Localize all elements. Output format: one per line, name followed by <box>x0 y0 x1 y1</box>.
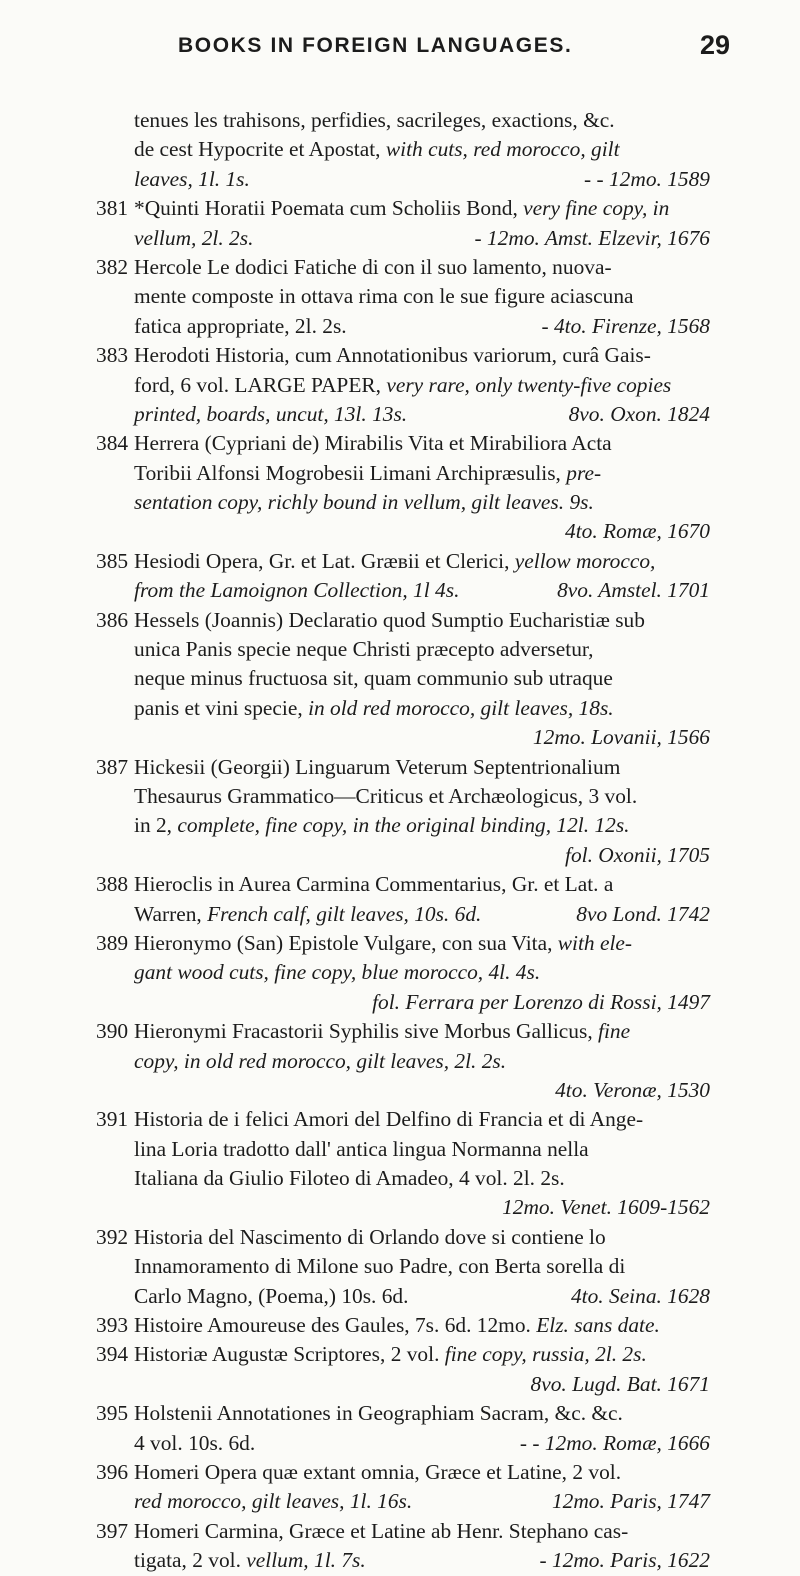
entry-text <box>134 1047 506 1076</box>
imprint-text: - - 12mo. 1589 <box>584 166 710 191</box>
entry-italic-text: fine <box>598 1019 631 1044</box>
catalogue-continuation-line <box>0 958 800 987</box>
entry-italic-text: French calf, gilt leaves, 10s. 6d. <box>207 901 482 926</box>
entry-roman-text: Herodoti Historia, cum Annotationibus variorum, curâ Gais- <box>134 343 651 368</box>
entry-roman-text: mente composte in ottava rima con le sue figure aciascuna <box>134 284 634 309</box>
lot-number: 388 <box>96 872 129 897</box>
imprint-text: 12mo. Venet. 1609-1562 <box>502 1195 710 1220</box>
catalogue-entry-line <box>0 1311 800 1340</box>
catalogue-continuation-line <box>0 1047 800 1076</box>
imprint-column <box>134 400 710 429</box>
catalogue-continuation-line <box>0 488 800 517</box>
lot-number: 389 <box>96 930 129 955</box>
imprint-text: 4to. Seina. 1628 <box>570 1283 710 1308</box>
lot-number: 392 <box>96 1224 129 1249</box>
imprint-text: 8vo. Oxon. 1824 <box>568 401 710 426</box>
catalogue-continuation-line <box>0 635 800 664</box>
entry-text <box>134 1517 628 1546</box>
catalogue-continuation-line <box>0 517 800 546</box>
imprint-text: - 4to. Firenze, 1568 <box>541 313 710 338</box>
entry-roman-text: panis et vini specie, <box>134 695 309 720</box>
entry-roman-text: de cest Hypocrite et Apostat, <box>134 137 386 162</box>
entry-italic-text: Elz. sans date. <box>536 1313 660 1338</box>
imprint-column <box>134 900 710 929</box>
imprint-text: 12mo. Paris, 1747 <box>551 1489 710 1514</box>
entry-roman-text: ford, 6 vol. LARGE PAPER, <box>134 372 387 397</box>
entry-text <box>134 929 632 958</box>
entry-roman-text: fatica appropriate, 2l. 2s. <box>134 313 347 338</box>
catalogue-entry-line <box>0 1017 800 1046</box>
entry-italic-text: in old red morocco, gilt leaves, 18s. <box>308 695 614 720</box>
entry-roman-text: Innamoramento di Milone suo Padre, con Berta sorella di <box>134 1254 626 1279</box>
entry-text <box>134 488 594 517</box>
entry-italic-text: very rare, only twenty-five copies <box>386 372 672 397</box>
lot-number: 382 <box>96 254 129 279</box>
catalogue-entry-line <box>0 1399 800 1428</box>
catalogue-continuation-line <box>0 224 800 253</box>
catalogue-entry-line <box>0 194 800 223</box>
entry-roman-text: Warren, <box>134 901 208 926</box>
entry-text <box>134 459 601 488</box>
imprint-column <box>134 988 710 1017</box>
catalogue-entry-line <box>0 253 800 282</box>
catalogue-entry-line <box>0 1340 800 1369</box>
entry-text <box>134 664 613 693</box>
catalogue-continuation-line <box>0 723 800 752</box>
entry-roman-text: unica Panis specie neque Christi præcepto adversetur, <box>134 637 594 662</box>
lot-number: 387 <box>96 754 129 779</box>
catalogue-continuation-line <box>0 459 800 488</box>
entry-text <box>134 1399 623 1428</box>
entry-roman-text: Hickesii (Georgii) Linguarum Veterum Septentrionalium <box>134 754 621 779</box>
entry-roman-text: lina Loria tradotto dall' antica lingua Normanna nella <box>134 1136 589 1161</box>
entry-italic-text: from the Lamoignon Collection, 1l 4s. <box>134 578 460 603</box>
catalogue-continuation-line <box>0 1252 800 1281</box>
imprint-text: - 12mo. Amst. Elzevir, 1676 <box>474 225 710 250</box>
entry-roman-text: Homeri Carmina, Græce et Latine ab Henr. Stephano cas- <box>134 1518 629 1543</box>
entry-roman-text: Hieronymo (San) Epistole Vulgare, con sua Vita, <box>134 930 558 955</box>
imprint-column <box>134 224 710 253</box>
imprint-column <box>134 1487 710 1516</box>
catalogue-continuation-line <box>0 371 800 400</box>
imprint-column <box>134 517 710 546</box>
entry-text <box>134 635 594 664</box>
entry-roman-text: Historiæ Augustæ Scriptores, 2 vol. <box>134 1342 445 1367</box>
lot-number: 394 <box>96 1342 129 1367</box>
entry-italic-text: complete, fine copy, in the original binding, 12l. 12s. <box>177 813 630 838</box>
entry-italic-text: with cuts, red morocco, gilt <box>385 137 620 162</box>
imprint-column <box>134 841 710 870</box>
entry-text <box>134 1164 565 1193</box>
entry-roman-text: Hessels (Joannis) Declaratio quod Sumptio Eucharistiæ sub <box>134 607 645 632</box>
catalogue-entry-line <box>0 1458 800 1487</box>
entry-italic-text: yellow morocco, <box>514 548 656 573</box>
catalogue-continuation-line <box>0 841 800 870</box>
catalogue-entry-line <box>0 547 800 576</box>
lot-number: 385 <box>96 548 129 573</box>
entry-roman-text: neque minus fructuosa sit, quam communio sub utraque <box>134 666 613 691</box>
catalogue-continuation-line <box>0 1164 800 1193</box>
entry-roman-text: Homeri Opera quæ extant omnia, Græce et Latine, 2 vol. <box>134 1459 622 1484</box>
imprint-text: - - 12mo. Romæ, 1666 <box>519 1430 710 1455</box>
imprint-column <box>134 723 710 752</box>
entry-roman-text: Carlo Magno, (Poema,) 10s. 6d. <box>134 1283 409 1308</box>
entry-text <box>134 135 620 164</box>
imprint-column <box>134 1546 710 1575</box>
entry-text <box>134 282 634 311</box>
catalogue-continuation-line <box>0 165 800 194</box>
entry-roman-text: Italiana da Giulio Filoteo di Amadeo, 4 vol. 2l. 2s. <box>134 1166 565 1191</box>
entry-roman-text: Herrera (Cypriani de) Mirabilis Vita et Mirabiliora Acta <box>134 431 612 456</box>
catalogue-entry-line <box>0 1517 800 1546</box>
catalogue-entry-line <box>0 429 800 458</box>
catalogue-entries <box>0 106 800 1576</box>
entry-roman-text: 4 vol. 10s. 6d. <box>134 1430 256 1455</box>
catalogue-continuation-line <box>0 576 800 605</box>
catalogue-continuation-line <box>0 1370 800 1399</box>
catalogue-continuation-line <box>0 782 800 811</box>
imprint-text: fol. Ferrara per Lorenzo di Rossi, 1497 <box>372 989 710 1014</box>
entry-roman-text: Hesiodi Opera, Gr. et Lat. Græвii et Clerici, <box>134 548 515 573</box>
catalogue-continuation-line <box>0 694 800 723</box>
catalogue-continuation-line <box>0 1487 800 1516</box>
entry-text <box>134 194 669 223</box>
imprint-text: 8vo Lond. 1742 <box>576 901 710 926</box>
lot-number: 386 <box>96 607 129 632</box>
catalogue-continuation-line <box>0 664 800 693</box>
entry-text <box>134 371 671 400</box>
entry-italic-text: vellum, 2l. 2s. <box>134 225 254 250</box>
imprint-text: 8vo. Lugd. Bat. 1671 <box>530 1371 710 1396</box>
entry-text <box>134 870 613 899</box>
entry-text <box>134 782 637 811</box>
catalogue-continuation-line <box>0 1135 800 1164</box>
lot-number: 397 <box>96 1518 129 1543</box>
catalogue-entry-line <box>0 1105 800 1134</box>
lot-number: 384 <box>96 431 129 456</box>
catalogue-continuation-line <box>0 400 800 429</box>
catalogue-entry-line <box>0 1223 800 1252</box>
entry-italic-text: copy, in old red morocco, gilt leaves, 2l. 2s. <box>134 1048 507 1073</box>
imprint-column <box>134 165 710 194</box>
running-head: BOOKS IN FOREIGN LANGUAGES. <box>178 34 573 57</box>
lot-number: 396 <box>96 1459 129 1484</box>
catalogue-continuation-line <box>0 135 800 164</box>
catalogue-entry-line <box>0 606 800 635</box>
entry-italic-text: very fine copy, in <box>523 196 670 221</box>
entry-italic-text: vellum, 1l. 7s. <box>246 1548 366 1573</box>
entry-roman-text: Hieronymi Fracastorii Syphilis sive Morbus Gallicus, <box>134 1019 599 1044</box>
catalogue-continuation-line <box>0 312 800 341</box>
catalogue-continuation-line <box>0 1282 800 1311</box>
catalogue-continuation-line <box>0 1076 800 1105</box>
catalogue-continuation-line <box>0 106 800 135</box>
entry-roman-text: tigata, 2 vol. <box>134 1548 247 1573</box>
imprint-text: 8vo. Amstel. 1701 <box>557 578 710 603</box>
entry-italic-text: sentation copy, richly bound in vellum, gilt leaves. 9s. <box>134 490 594 515</box>
entry-text <box>134 1458 621 1487</box>
imprint-column <box>134 312 710 341</box>
catalogue-continuation-line <box>0 1193 800 1222</box>
imprint-column <box>134 576 710 605</box>
entry-italic-text: printed, boards, uncut, 13l. 13s. <box>134 401 408 426</box>
imprint-column <box>134 1282 710 1311</box>
entry-text <box>134 753 620 782</box>
page-number: 29 <box>700 30 731 60</box>
entry-roman-text: Thesaurus Grammatico—Criticus et Archæologicus, 3 vol. <box>134 783 638 808</box>
lot-number: 395 <box>96 1401 129 1426</box>
entry-roman-text: Historia del Nascimento di Orlando dove si contiene lo <box>134 1224 606 1249</box>
entry-italic-text: pre- <box>566 460 602 485</box>
entry-roman-text: *Quinti Horatii Poemata cum Scholiis Bond, <box>134 196 524 221</box>
catalogue-continuation-line <box>0 1429 800 1458</box>
entry-italic-text: leaves, 1l. 1s. <box>134 166 250 191</box>
lot-number: 390 <box>96 1019 129 1044</box>
entry-italic-text: with ele- <box>557 930 633 955</box>
catalogue-entry-line <box>0 870 800 899</box>
catalogue-entry-line <box>0 341 800 370</box>
catalogue-continuation-line <box>0 900 800 929</box>
entry-text <box>134 811 630 840</box>
entry-roman-text: Toribii Alfonsi Mogrobesii Limani Archipræsulis, <box>134 460 567 485</box>
catalogue-continuation-line <box>0 1546 800 1575</box>
entry-text <box>134 1252 625 1281</box>
entry-text <box>134 429 612 458</box>
imprint-text: 12mo. Lovanii, 1566 <box>532 725 710 750</box>
entry-text <box>134 547 655 576</box>
imprint-text: 4to. Romæ, 1670 <box>565 519 710 544</box>
imprint-text: 4to. Veronæ, 1530 <box>555 1077 710 1102</box>
lot-number: 383 <box>96 343 129 368</box>
entry-roman-text: Hieroclis in Aurea Carmina Commentarius, Gr. et Lat. a <box>134 872 614 897</box>
entry-text <box>134 1340 647 1369</box>
entry-text <box>134 1223 606 1252</box>
imprint-text: - 12mo. Paris, 1622 <box>539 1548 710 1573</box>
entry-text <box>134 341 651 370</box>
catalogue-entry-line <box>0 929 800 958</box>
catalogue-continuation-line <box>0 988 800 1017</box>
imprint-column <box>134 1370 710 1399</box>
catalogue-entry-line <box>0 753 800 782</box>
entry-roman-text: Histoire Amoureuse des Gaules, 7s. 6d. 12mo. <box>134 1313 537 1338</box>
entry-text <box>134 1135 589 1164</box>
entry-text <box>134 106 615 135</box>
entry-roman-text: tenues les trahisons, perfidies, sacrileges, exactions, &c. <box>134 108 615 132</box>
entry-text <box>134 694 614 723</box>
catalogue-continuation-line <box>0 282 800 311</box>
entry-text <box>134 1311 660 1340</box>
entry-text <box>134 1017 630 1046</box>
entry-roman-text: Hercole Le dodici Fatiche di con il suo lamento, nuova- <box>134 254 612 279</box>
imprint-column <box>134 1076 710 1105</box>
imprint-column <box>134 1429 710 1458</box>
entry-roman-text: Holstenii Annotationes in Geographiam Sacram, &c. &c. <box>134 1401 623 1426</box>
entry-text <box>134 958 540 987</box>
lot-number: 393 <box>96 1313 129 1338</box>
entry-text <box>134 606 645 635</box>
entry-italic-text: gant wood cuts, fine copy, blue morocco, 4l. 4s. <box>134 960 541 985</box>
catalogue-continuation-line <box>0 811 800 840</box>
entry-text <box>134 253 612 282</box>
lot-number: 381 <box>96 196 129 221</box>
imprint-column <box>134 1193 710 1222</box>
page-header <box>0 32 800 72</box>
entry-text <box>134 1105 643 1134</box>
entry-roman-text: in 2, <box>134 813 178 838</box>
lot-number: 391 <box>96 1107 129 1132</box>
entry-italic-text: fine copy, russia, 2l. 2s. <box>444 1342 647 1367</box>
entry-roman-text: Historia de i felici Amori del Delfino di Francia et di Ange- <box>134 1107 644 1132</box>
imprint-text: fol. Oxonii, 1705 <box>565 842 710 867</box>
entry-italic-text: red morocco, gilt leaves, 1l. 16s. <box>134 1489 413 1514</box>
